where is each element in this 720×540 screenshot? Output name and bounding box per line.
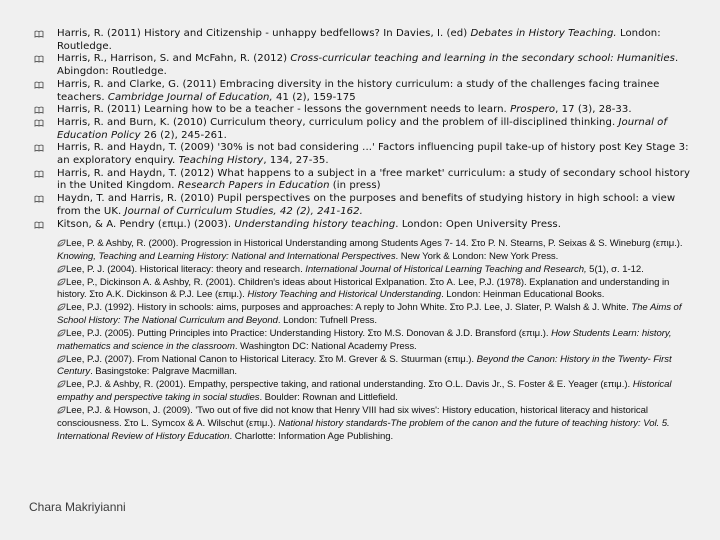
leaf-bullet-icon [57, 329, 66, 337]
reference-text-tail: . London: Tufnell Press. [277, 315, 378, 327]
leaf-bullet-icon [57, 239, 66, 247]
reference-text: Lee, P.J. (1992). History in schools: aims, purposes and approaches: A reply to John White. Στο P.J. Lee, J. Slater, P. Walsh & J. White. [66, 302, 632, 314]
reference-text: Harris, R. and Burn, K. (2010) Curriculum theory, curriculum policy and the problem of ill-disciplined thinking. [57, 116, 619, 128]
reference-item [34, 168, 699, 193]
reference-text-tail: . Charlotte: Information Age Publishing. [229, 430, 394, 442]
reference-text: Lee, P. J. (2004). Historical literacy: theory and research. [66, 263, 306, 275]
leaf-bullet-icon [57, 265, 66, 273]
reference-item [57, 264, 697, 277]
reference-source: Prospero [510, 104, 556, 116]
book-bullet-icon [34, 55, 44, 63]
reference-text: Kitson, & A. Pendry (επιμ.) (2003). [57, 218, 235, 230]
reference-list-primary [34, 28, 699, 231]
reference-text: Lee, P.J. & Ashby, R. (2001). Empathy, perspective taking, and rational understanding. Στο O.L. Davis Jr., S. Foster & E. Yeager (επιμ.). [66, 379, 633, 391]
reference-text: Lee, P., Dickinson A. & Ashby, R. (2001). Children's ideas about Historical Exlpanation. Στο A. Lee, P.J. (1978). Explanation and understanding in history. Στο A.K. Dickinson & P.J. Lee (επιμ.). [57, 276, 670, 301]
leaf-bullet-icon [57, 303, 66, 311]
book-bullet-icon [34, 144, 44, 152]
leaf-bullet-icon [57, 380, 66, 388]
reference-list-secondary [57, 238, 697, 444]
reference-item [34, 117, 699, 142]
reference-text-tail: London: Routledge. [57, 28, 661, 52]
reference-text: Harris, R. and Haydn, T. (2012) What happens to a subject in a 'free market' curriculum: a study of secondary school history in the United Kingdom. [57, 167, 690, 192]
reference-source: International Journal of Historical Learning Teaching and Research, [305, 263, 587, 275]
reference-text: Lee, P.J. (2005). Putting Principles into Practice: Understanding History. Στο M.S. Donovan & J.D. Bransford (επιμ.). [66, 327, 552, 339]
reference-item [57, 354, 697, 380]
reference-text-tail: . Washington DC: National Academy Press. [234, 340, 417, 352]
reference-source: Beyond the Canon: History in the Twenty- First Century [57, 353, 672, 378]
reference-item [57, 302, 697, 328]
reference-text-tail: . New York & London: New York Press. [395, 250, 559, 262]
reference-source: Research Papers in Education [177, 180, 330, 192]
reference-text: Harris, R., Harrison, S. and McFahn, R. (2012) [57, 53, 291, 65]
reference-source: History Teaching and Historical Understanding [247, 289, 442, 301]
reference-text: Lee, P. & Ashby, R. (2000). Progression in Historical Understanding among Students Ages 7- 14. Στο P. N. Stearns, P. Seixas & S. Wineburg (επιμ.). [66, 238, 683, 249]
book-bullet-icon [34, 170, 44, 178]
leaf-bullet-icon [57, 355, 66, 363]
reference-item [57, 405, 697, 444]
book-bullet-icon [34, 106, 44, 114]
reference-text: Harris, R. (2011) Learning how to be a teacher - lessons the government needs to learn. [57, 104, 511, 116]
reference-text: Harris, R. and Clarke, G. (2011) Embracing diversity in the history curriculum: a study of the challenges facing trainee teachers. [57, 78, 660, 103]
reference-item [57, 328, 697, 354]
reference-item [34, 79, 699, 104]
reference-text: Lee, P.J. (2007). From National Canon to Historical Literacy. Στο M. Grever & S. Stuurman (επιμ.). [66, 353, 477, 365]
reference-source: Cambridge Journal of Education, [107, 91, 273, 103]
reference-text-tail: . London: Open University Press. [395, 218, 561, 230]
book-bullet-icon [34, 221, 44, 229]
leaf-bullet-icon [57, 278, 66, 286]
reference-item [34, 53, 699, 78]
reference-item [34, 219, 699, 232]
reference-text: Harris, R. and Haydn, T. (2009) '30% is not bad considering ...' Factors influencing pupil take-up of history post Key Stage 3: an exploratory enquiry. [57, 142, 689, 167]
reference-source: Knowing, Teaching and Learning History: National and International Perspectives [57, 250, 396, 262]
reference-item [34, 104, 699, 117]
reference-text-tail: . London: Heinman Educational Books. [441, 289, 605, 301]
reference-text: Harris, R. (2011) History and Citizenship - unhappy bedfellows? In Davies, I. (ed) [57, 28, 471, 39]
leaf-bullet-icon [57, 406, 66, 414]
reference-text-tail: 5(1), σ. 1-12. [586, 263, 644, 275]
reference-source: Understanding history teaching [234, 218, 396, 230]
reference-source: How Students Learn: history, mathematics and science in the classroom [57, 327, 672, 352]
reference-source: Debates in History Teaching. [470, 28, 617, 39]
reference-text-tail: 26 (2), 245-261. [140, 129, 227, 141]
book-bullet-icon [34, 81, 44, 89]
reference-item [57, 277, 697, 303]
reference-text: Lee, P.J. & Howson, J. (2009). 'Two out of five did not know that Henry VIII had six wives': History education, historical literacy and historical consciousness. Στο L. Symcox & A. Wilschut (επιμ.). [57, 404, 648, 429]
book-bullet-icon [34, 30, 44, 38]
book-bullet-icon [34, 119, 44, 127]
reference-item [34, 28, 699, 53]
reference-source: Teaching History [178, 155, 264, 167]
reference-text-tail: 41 (2), 159-175 [272, 91, 356, 103]
reference-source: Journal of Education Policy [57, 116, 668, 141]
reference-item [57, 379, 697, 405]
reference-text-tail: (in press) [329, 180, 381, 192]
reference-source: Historical empathy and perspective taking in social studies [57, 379, 672, 404]
reference-text: Haydn, T. and Harris, R. (2010) Pupil perspectives on the purposes and benefits of studying history in high school: a view from the UK. [57, 193, 676, 217]
reference-text-tail: , 17 (3), 28-33. [555, 104, 632, 116]
reference-text-tail: , 134, 27-35. [263, 155, 329, 167]
reference-text-tail: . Basingstoke: Palgrave Macmillan. [90, 366, 237, 378]
reference-item [34, 142, 699, 167]
author-footer: Chara Makriyianni [29, 500, 126, 514]
reference-item [57, 238, 697, 264]
book-bullet-icon [34, 195, 44, 203]
reference-source: Journal of Curriculum Studies, 42 (2), 241-162. [124, 205, 363, 217]
reference-text-tail: . Abingdon: Routledge. [57, 53, 679, 78]
reference-text-tail: . Boulder: Rownan and Littlefield. [259, 392, 398, 404]
reference-source: National history standards-The problem of the canon and the future of teaching history: Vol. 5. International Review of History Education [57, 417, 670, 442]
reference-source: The Aims of School History: The National Curriculum and Beyond [57, 302, 682, 327]
reference-source: Cross-curricular teaching and learning in the secondary school: Humanities [290, 53, 675, 65]
reference-item [34, 193, 699, 218]
